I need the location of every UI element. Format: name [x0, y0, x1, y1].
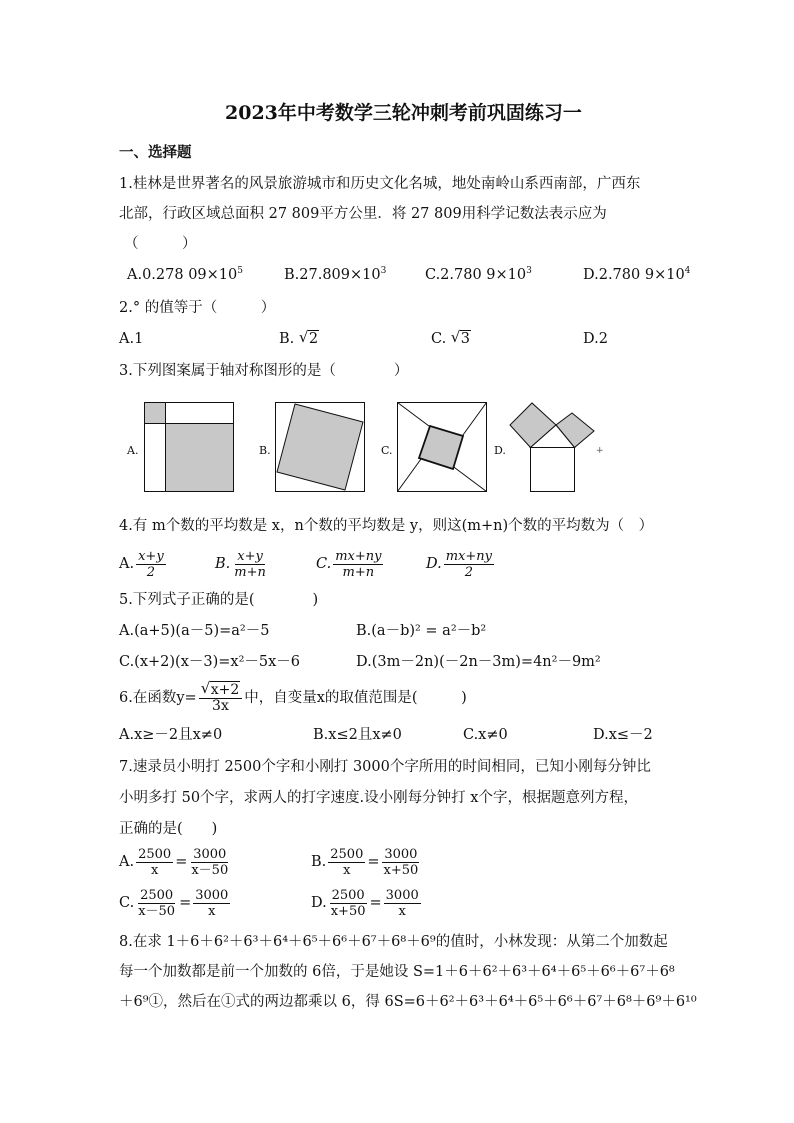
- q4-option-c: C. $\frac{mx+ny}{m+n}$: [316, 548, 382, 580]
- q1-line2: 北部，行政区域总面积 27 809平方公里．将 27 809用科学记数法表示应为: [119, 206, 607, 222]
- q3-label-d: D.: [494, 444, 506, 457]
- fraction: $\frac{3000}{x-50}$: [191, 846, 229, 878]
- q4-option-a: A. $\frac{x+y}{2}$: [119, 548, 164, 580]
- q7-option-a: A. $\frac{2500}{x}$ = $\frac{3000}{x-50}$: [119, 846, 229, 878]
- q6-option-d: D.x≤－2: [593, 727, 653, 743]
- q6-option-a: A.x≥－2且x≠0: [119, 727, 223, 743]
- q1-line1: 1.桂林是世界著名的风景旅游城市和历史文化名城，地处南岭山系西南部，广西东: [119, 176, 641, 192]
- q6-stem: 6.在函数y= √ x+2 3x 中，自变量x的取值范围是( ): [119, 678, 467, 714]
- q8-line2: 每一个加数都是前一个加数的 6倍，于是她设 S=1＋6＋6²＋6³＋6⁴＋6⁵＋6⁶＋6⁷＋6⁸: [119, 964, 675, 980]
- fraction: $\frac{x+y}{2}$: [138, 548, 164, 580]
- q7-line1: 7.速录员小明打 2500个字和小刚打 3000个字所用的时间相同，已知小刚每分钟比: [119, 759, 651, 775]
- q6-option-b: B.x≤2且x≠0: [313, 727, 402, 743]
- q8-line1: 8.在求 1＋6＋6²＋6³＋6⁴＋6⁵＋6⁶＋6⁷＋6⁸＋6⁹的值时，小林发现：从第二个加数起: [119, 934, 668, 950]
- q1-option-a: A.0.278 $09\times 10^5$: [127, 266, 243, 283]
- q2-option-a: A.1: [119, 331, 144, 347]
- q3-figure-d: [506, 399, 598, 495]
- page-title: 2023年中考数学三轮冲刺考前巩固练习一: [225, 102, 582, 124]
- q2-option-c: C. √ 3: [431, 328, 471, 347]
- fraction: $\frac{mx+ny}{2}$: [445, 548, 492, 580]
- fraction: $\frac{3000}{x}$: [385, 887, 419, 919]
- q5-option-c: C.(x+2)(x－3)=x²－5x－6: [119, 654, 301, 670]
- q3-figure-c: [397, 402, 488, 493]
- sqrt-symbol: √ x+2: [200, 678, 240, 698]
- section-heading: 一、选择题: [119, 144, 192, 161]
- q3-stem: 3.下列图案属于轴对称图形的是（ ）: [119, 363, 409, 379]
- q7-option-d: D. $\frac{2500}{x+50}$ = $\frac{3000}{x}$: [311, 887, 419, 919]
- fraction: $\frac{mx+ny}{m+n}$: [335, 548, 382, 580]
- q8-line3: ＋6⁹①，然后在①式的两边都乘以 6，得 6S=6＋6²＋6³＋6⁴＋6⁵＋6⁶＋6⁷＋6⁸＋6⁹＋6¹⁰: [119, 994, 697, 1010]
- q5-option-a: A.(a+5)(a－5)=a²－5: [119, 623, 270, 639]
- q1-line3: （ ）: [124, 236, 197, 252]
- fraction: $\frac{2500}{x}$: [138, 846, 172, 878]
- q6-option-c: C.x≠0: [463, 727, 508, 743]
- q5-stem: 5.下列式子正确的是( ): [119, 592, 319, 608]
- q3-label-a: A.: [127, 444, 139, 457]
- q2-option-d: D.2: [583, 331, 608, 347]
- q4-stem: 4.有 m个数的平均数是 x，n个数的平均数是 y，则这(m+n)个数的平均数为（ ）: [119, 518, 654, 534]
- q4-option-d: D. $\frac{mx+ny}{2}$: [426, 548, 492, 580]
- q7-option-c: C. $\frac{2500}{x-50}$ = $\frac{3000}{x}$: [119, 887, 229, 919]
- fraction: $\frac{2500}{x-50}$: [138, 887, 176, 919]
- q1-option-d: D.2.780 $9\times 10^4$: [583, 266, 691, 283]
- q2-option-b: B. √ 2: [279, 328, 319, 347]
- fraction: √ x+2 3x: [199, 683, 243, 714]
- sqrt-symbol: √ 3: [450, 328, 471, 347]
- q7-option-b: B. $\frac{2500}{x}$ = $\frac{3000}{x+50}$: [311, 846, 419, 878]
- fraction: $\frac{x+y}{m+n}$: [234, 548, 266, 580]
- q7-line2: 小明多打 50个字，求两人的打字速度.设小刚每分钟打 x个字，根据题意列方程，: [119, 790, 638, 806]
- fraction: $\frac{2500}{x+50}$: [330, 887, 366, 919]
- q5-option-b: B.(a－b)² = a²－b²: [356, 623, 487, 639]
- q7-line3: 正确的是( ): [119, 821, 218, 837]
- q3-figure-a: [144, 402, 235, 493]
- fraction: $\frac{3000}{x}$: [195, 887, 229, 919]
- q3-label-c: C.: [381, 444, 393, 457]
- q1-option-b: $B.27.809\times 10^3$: [284, 266, 387, 283]
- q3-figure-b: [275, 402, 366, 493]
- q2-stem: 2.° 的值等于（ ）: [119, 300, 276, 316]
- fraction: $\frac{3000}{x+50}$: [383, 846, 419, 878]
- fraction: $\frac{2500}{x}$: [330, 846, 364, 878]
- q5-option-d: D.(3m－2n)(－2n－3m)=4n²－9m²: [356, 654, 601, 670]
- sqrt-symbol: √ 2: [298, 328, 319, 347]
- q4-option-b: B. $\frac{x+y}{m+n}$: [215, 548, 266, 580]
- q1-option-c: C.2.780 $9\times 10^3$: [425, 266, 532, 283]
- q3-mark: +: [596, 446, 604, 456]
- q3-label-b: B.: [259, 444, 271, 457]
